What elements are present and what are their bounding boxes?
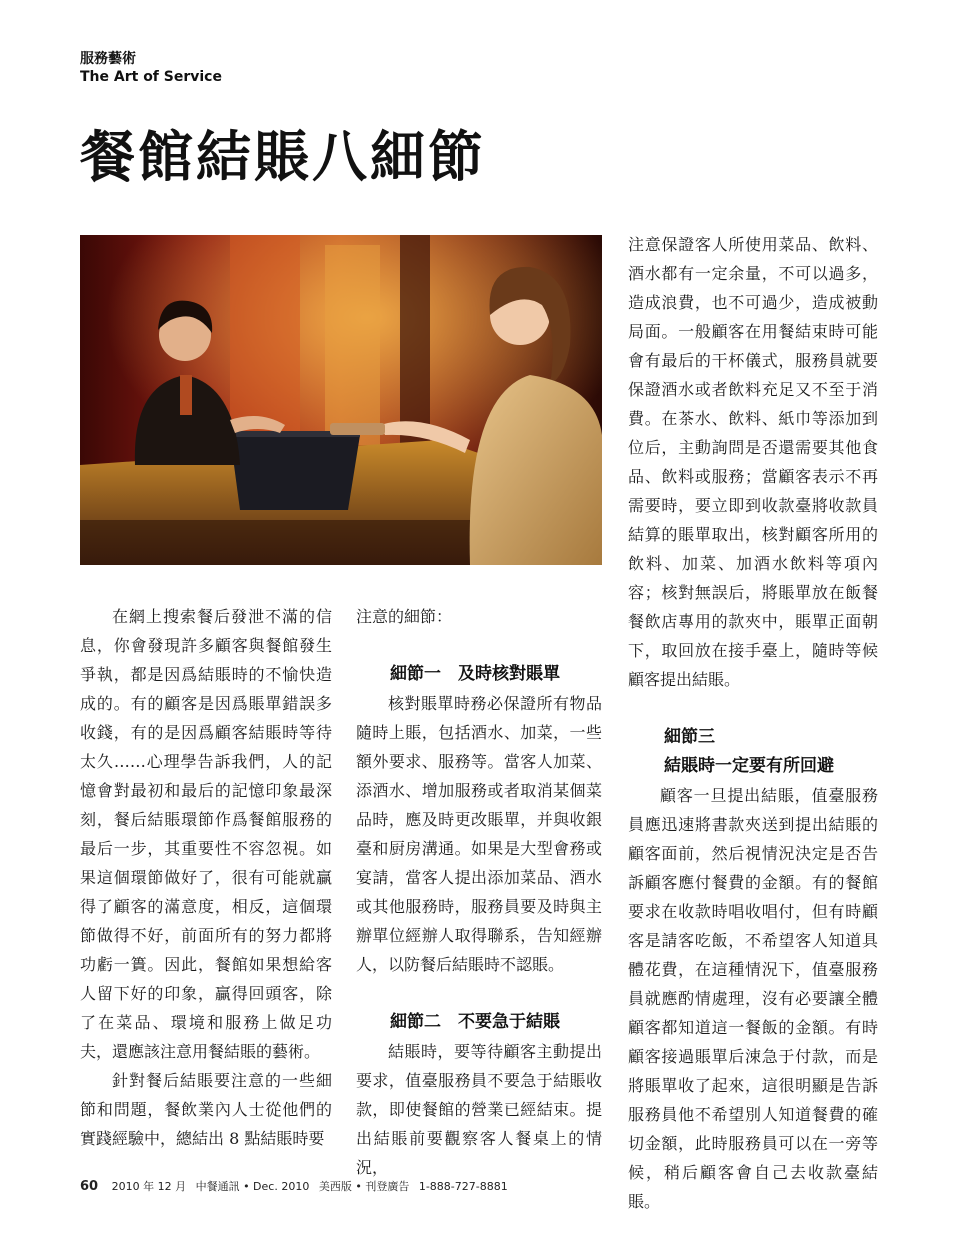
footer-publication: 中餐通訊 • Dec. 2010 — [195, 1180, 310, 1193]
page-number: 60 — [80, 1179, 99, 1194]
subheading-detail-3-title: 結賬時一定要有所回避 — [664, 756, 834, 776]
article-photo — [80, 235, 602, 565]
section-label-zh: 服務藝術 — [80, 51, 136, 67]
article-title: 餐館結賬八細節 — [80, 124, 487, 189]
paragraph-continued: 注意的細節： — [356, 607, 453, 626]
paragraph-detail-2: 結賬時，要等待顧客主動提出要求，值臺服務員不要急于結賬收款，即使餐館的營業已經結束。提出結賬前要觀察客人餐桌上的情況， — [356, 1042, 602, 1177]
paragraph-detail-3: 顧客一旦提出結賬，值臺服務員應迅速將書款夾送到提出結賬的顧客面前，然后視情況決定是否告訴顧客應付餐費的金額。有的餐館要求在收款時唱收唱付，但有時顧客是請客吃飯，不希望客人知道具體花費，在這種情況下，值臺服務員就應酌情處理，沒有必要讓全體顧客都知道這一餐飯的金額。有時顧客接過賬單后涑急于付款，而是將賬單收了起來，這很明顯是告訴服務員他不希望別人知道餐費的確切金額，此時服務員可以在一旁等候，稍后顧客會自己去收款臺結賬。 — [628, 786, 878, 1211]
page-footer — [80, 1180, 514, 1194]
subheading-detail-3-label: 細節三 — [664, 727, 715, 747]
subheading-detail-2: 細節二 不要急于結賬 — [390, 1012, 560, 1032]
footer-issue: 2010 年 12 月 — [111, 1180, 187, 1193]
column-1 — [80, 602, 332, 1153]
paragraph-intro: 在網上搜索餐后發泄不滿的信息，你會發現許多顧客與餐館發生爭執，都是因爲結賬時的不愉快造成的。有的顧客是因爲賬單錯誤多收錢，有的是因爲顧客結賬時等待太久……心理學告訴我們，人的記憶會對最初和最后的記憶印象最深刻，餐后結賬環節作爲餐館服務的最后一步，其重要性不容忽視。如果這個環節做好了，很有可能就贏得了顧客的滿意度，相反，這個環節做得不好，前面所有的努力都將功虧一簣。因此，餐館如果想給客人留下好的印象，贏得回頭客，除了在菜品、環境和服務上做足功夫，還應該注意用餐結賬的藝術。 — [80, 607, 332, 1061]
subheading-detail-1: 細節一 及時核對賬單 — [390, 664, 560, 684]
footer-phone: 1-888-727-8881 — [418, 1180, 508, 1193]
paragraph-detail-1: 核對賬單時務必保證所有物品隨時上賬，包括酒水、加菜，一些額外要求、服務等。當客人加菜、添酒水、增加服務或者取消某個菜品時，應及時更改賬單，并與收銀臺和厨房溝通。如果是大型會務或宴請，當客人提出添加菜品、酒水或其他服務時，服務員要及時與主辦單位經辦人取得聯系，告知經辦人，以防餐后結賬時不認賬。 — [356, 694, 602, 974]
section-label — [80, 50, 222, 86]
column-3 — [628, 230, 878, 1216]
paragraph-detail-2-continued: 注意保證客人所使用菜品、飲料、酒水都有一定余量，不可以過多，造成浪費，也不可過少，造成被動局面。一般顧客在用餐結束時可能會有最后的干杯儀式，服務員就要保證酒水或者飲料充足又不至于消費。在茶水、飲料、紙巾等添加到位后，主動詢問是否還需要其他食品、飲料或服務；當顧客表示不再需要時，要立即到收款臺將收款員結算的賬單取出，核對顧客所用的飲料、加菜、加酒水飲料等項內容；核對無誤后，將賬單放在飯餐餐飲店專用的款夾中，賬單正面朝下，取回放在接手臺上，隨時等候顧客提出結賬。 — [628, 235, 878, 689]
column-2 — [356, 602, 602, 1182]
section-label-en: The Art of Service — [80, 69, 222, 85]
footer-ad: 美西版 • 刊登廣告 — [318, 1180, 410, 1193]
paragraph-summary: 針對餐后結賬要注意的一些細節和問題，餐飲業內人士從他們的實踐經驗中，總結出 8 點結賬時要 — [80, 1071, 332, 1148]
